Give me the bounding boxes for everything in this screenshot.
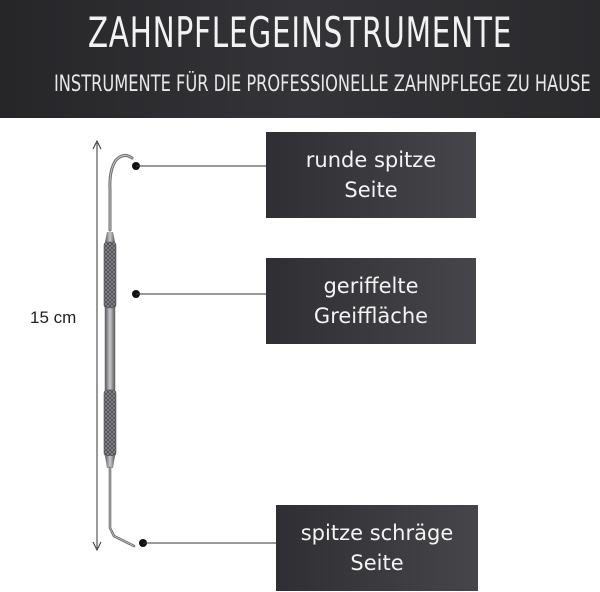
callout-connector-middle xyxy=(132,290,266,298)
callout-text-line1: geriffelte xyxy=(323,274,419,298)
callout-connector-bottom xyxy=(139,539,276,547)
dental-instrument xyxy=(104,155,134,546)
page-subtitle: INSTRUMENTE FÜR DIE PROFESSIONELLE ZAHNPFLEGE ZU HAUSE xyxy=(54,72,591,97)
callout-text-line2: Seite xyxy=(344,178,398,202)
callout-text-line1: spitze schräge xyxy=(300,521,454,545)
callout-text-line2: Greiffläche xyxy=(313,304,429,328)
callout-knurled-grip xyxy=(266,258,476,344)
callout-angled-tip xyxy=(276,505,478,591)
callout-text-line2: Seite xyxy=(350,551,404,575)
dimension-line xyxy=(93,141,101,550)
page-title: ZAHNPFLEGEINSTRUMENTE xyxy=(87,8,513,57)
callout-connector-top xyxy=(132,162,266,170)
callout-text-line1: runde spitze xyxy=(305,148,437,172)
callout-round-tip xyxy=(266,132,476,218)
dimension-label: 15 cm xyxy=(30,308,77,327)
